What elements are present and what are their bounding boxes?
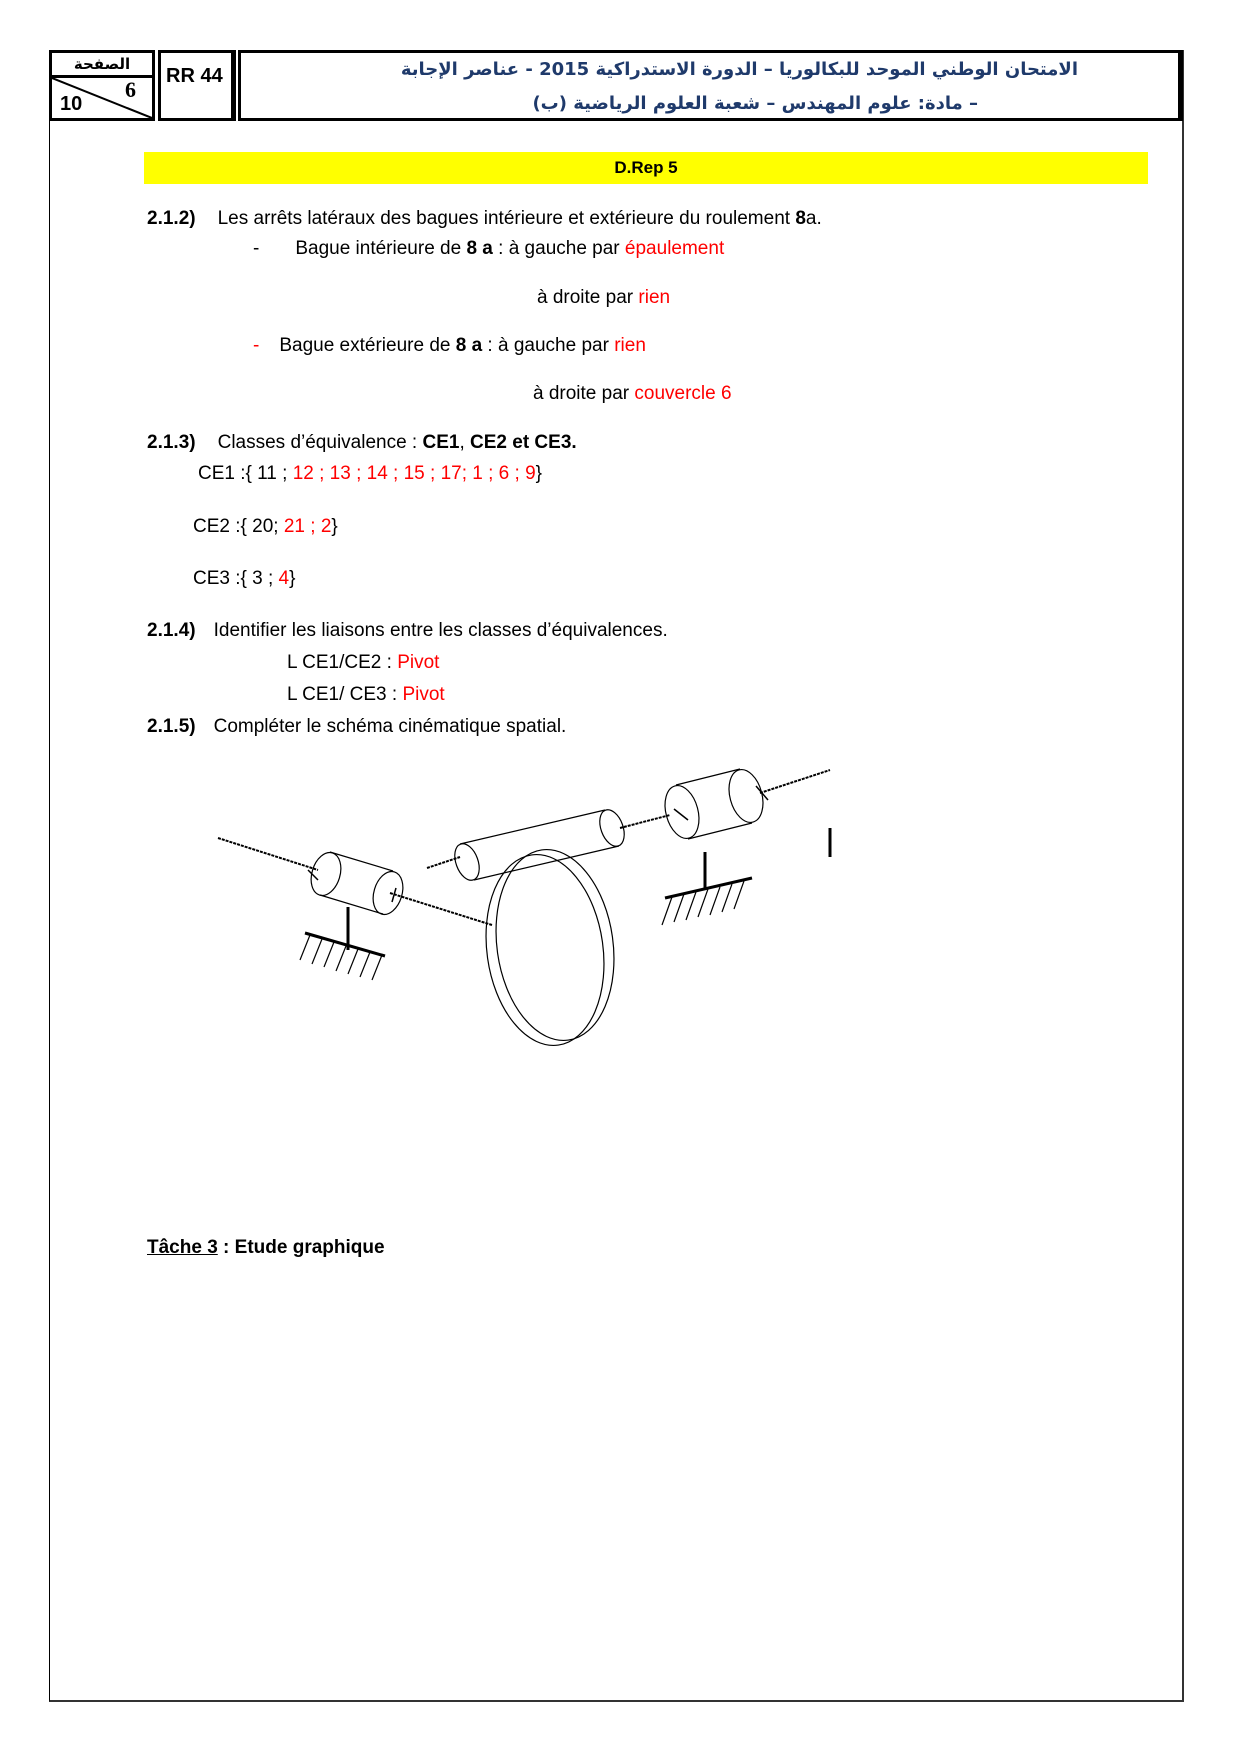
q212-outer-right: à droite par couvercle 6	[533, 383, 732, 404]
answer: rien	[638, 287, 671, 308]
exam-title-line2: – مادة: علوم المهندس – شعبة العلوم الرياضية (ب)	[532, 93, 978, 114]
q212-inner-ring: - Bague intérieure de 8 a : à gauche par épaulement	[253, 238, 725, 259]
ce2-set: CE2 :{ 20; 21 ; 2}	[193, 516, 338, 537]
task-heading: Tâche 3 : Etude graphique	[147, 1237, 385, 1258]
ce3-set: CE3 :{ 3 ; 4}	[193, 568, 296, 589]
q213-statement: 2.1.3) Classes d’équivalence : CE1, CE2 et CE3.	[147, 432, 577, 453]
q214-statement: 2.1.4) Identifier les liaisons entre les classes d’équivalences.	[147, 620, 668, 641]
liaison-ce1-ce2: L CE1/CE2 : Pivot	[287, 652, 440, 673]
answer: rien	[614, 335, 646, 356]
page-label: الصفحة	[52, 53, 152, 78]
q212-statement: 2.1.2) Les arrêts latéraux des bagues intérieure et extérieure du roulement 8a.	[147, 208, 822, 229]
exam-title-box	[238, 50, 1183, 121]
q212-inner-right: à droite par rien	[537, 287, 671, 308]
exam-code: RR 44	[158, 50, 236, 121]
answer: couvercle 6	[634, 383, 732, 404]
ce1-set: CE1 :{ 11 ; 12 ; 13 ; 14 ; 15 ; 17; 1 ; 6 ; 9}	[198, 463, 543, 484]
section-banner: D.Rep 5	[144, 152, 1148, 184]
page-number-box	[49, 50, 155, 121]
page-total: 10	[60, 93, 83, 115]
answer: épaulement	[624, 238, 725, 259]
q215-statement: 2.1.5) Compléter le schéma cinématique spatial.	[147, 716, 567, 737]
kinematic-diagram	[210, 755, 850, 1055]
page-current: 6	[125, 77, 136, 102]
q212-outer-ring: - Bague extérieure de 8 a : à gauche par rien	[253, 335, 646, 356]
exam-title-line1: الامتحان الوطني الموحد للبكالوريا – الدورة الاستدراكية 2015 - عناصر الإجابة	[400, 59, 1078, 80]
liaison-ce1-ce3: L CE1/ CE3 : Pivot	[287, 684, 445, 705]
